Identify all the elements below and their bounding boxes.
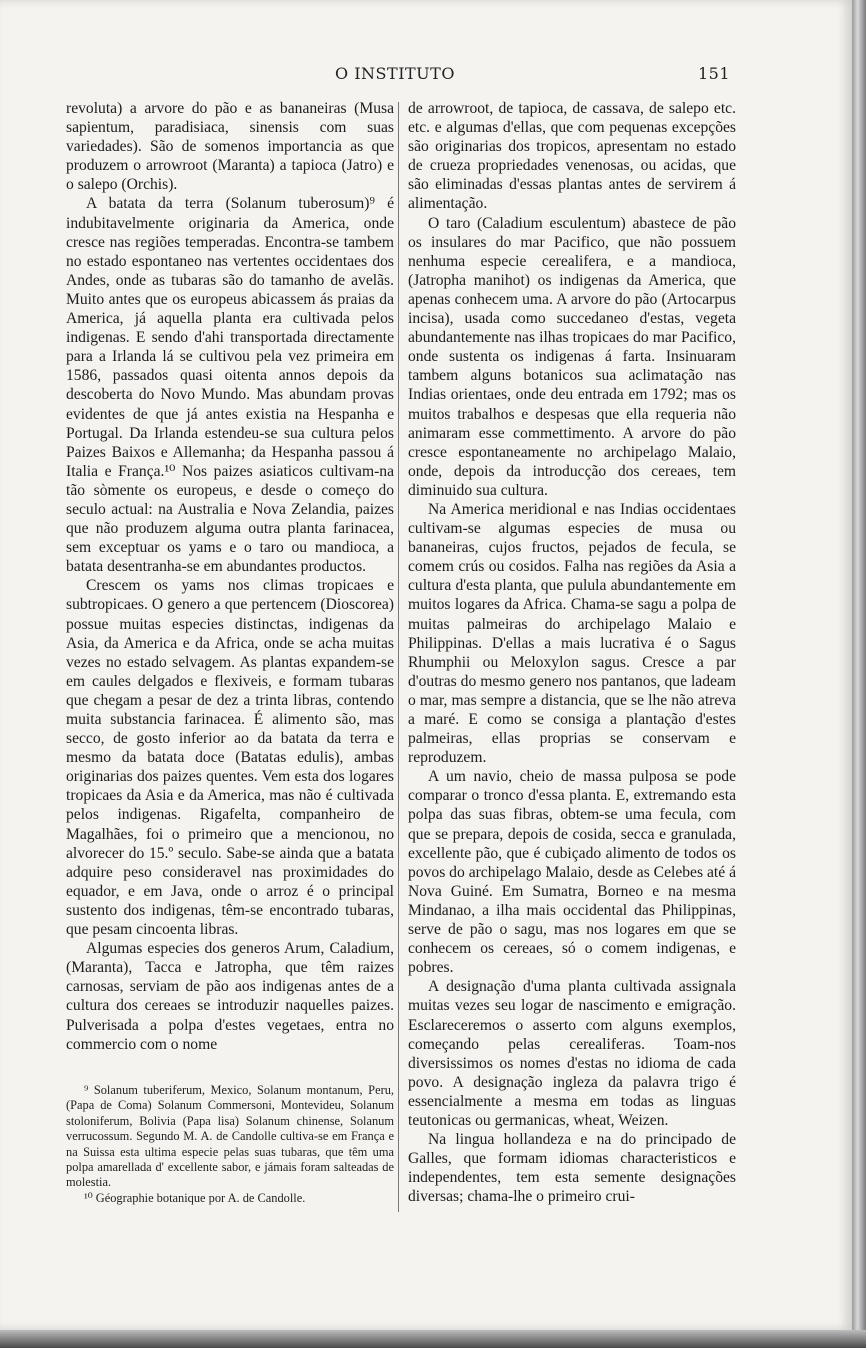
paragraph: O taro (Caladium esculentum) abastece de pão os insulares do mar Pacifico, que não possuem nenhuma especie cerealifera, e a mandioca, (Jatropha manihot) os indigenas da America, que apenas conhecem uma. A arvore do pão (Artocarpus incisa), usada como succedaneo d'estas, vegeta abundantemente nas ilhas tropicaes do mar Pacifico, onde sustenta os indigenas á farta. Insinuaram tambem alguns botanicos sua aclimatação nas Indias orientaes, onde deu entrada em 1792; mas os muitos trabalhos e despesas que ella requeria não animaram esse commettimento. A arvore do pão cresce espontaneamente no archipelago Malaio, onde, depois da introducção dos cereaes, tem diminuido sua cultura. [408,214,736,499]
right-column [408,99,736,1206]
paragraph: A designação d'uma planta cultivada assignala muitas vezes seu logar de nascimento e emigração. Esclareceremos o asserto com alguns exemplos, começando pelas cerealiferas. Toam-nos diversissimos os nomes d'estas no idioma de cada povo. A designação ingleza da palavra trigo é essencialmente a mesma em todas as linguas teutonicas ou germanicas, wheat, Weizen. [408,978,736,1129]
column-divider [398,102,399,1212]
footnote-10: ¹⁰ Géographie botanique por A. de Candolle. [84,1190,306,1205]
paragraph: Algumas especies dos generos Arum, Caladium, (Maranta), Tacca e Jatropha, que têm raizes carnosas, serviam de pão aos indigenas antes de a cultura dos cereaes se introduzir naquelles paizes. Pulverisada a polpa d'estes vegetaes, entra no commercio com o nome [66,940,394,1053]
book-edge [852,0,866,1348]
paragraph: Crescem os yams nos climas tropicaes e subtropicaes. O genero a que pertencem (Dioscorea) possue muitas especies distinctas, indigenas da Asia, da America e da Africa, onde se acha muitas vezes no estado selvagem. As plantas expandem-se em caules delgados e flexiveis, e formam tubaras que chegam a pesar de dez a trinta libras, contendo muita substancia farinacea. É alimento são, mas secco, de gosto inferior ao da batata da terra e mesmo da batata doce (Batatas edulis), ambas originarias dos paizes quentes. Vem esta dos logares tropicaes da Asia e da America, mas não é cultivada pelos indigenas. Rigafelta, companheiro de Magalhães, foi o primeiro que a mencionou, no alvorecer do 15.º seculo. Sabe-se ainda que a batata adquire peso consideravel nas proximidades do equador, e em Java, onde o arroz é o principal sustento dos indigenas, têm-se encontrado tubaras, que pesam cincoenta libras. [66,577,394,939]
paragraph: Na America meridional e nas Indias occidentaes cultivam-se algumas especies de musa ou bananeiras, cujos fructos, pejados de fecula, se comem crús ou cosidos. Falha nas regiões da Asia a cultura d'esta planta, que pulula abundantemente em muitos logares da Africa. Chama-se sagu a polpa de muitas palmeiras do archipelago Malaio e Philippinas. D'ellas a mais lucrativa é o Sagus Rhumphii ou Meloxylon sagus. Cresce a par d'outras do mesmo genero nos pantanos, que ladeam o mar, mas sempre a distancia, que se lhe não atreva a maré. E como se consiga a plantação d'estes palmeiras, ellas proprias se conservam e reproduzem. [408,500,736,767]
footnotes [66,1083,394,1206]
journal-title: O INSTITUTO [335,64,455,83]
page-number: 151 [697,64,730,83]
running-header [62,64,728,86]
paragraph: A um navio, cheio de massa pulposa se pode comparar o tronco d'essa planta. E, extremando esta polpa das suas fibras, obtem-se uma fecula, com que se prepara, depois de cosida, secca e granulada, excellente pão, que é cubiçado alimento de todos os povos do archipelago Malaio, desde as Celebes até á Nova Guiné. Em Sumatra, Borneo e na mesma Mindanao, a ilha mais occidental das Philippinas, serve de pão o sagu, mas nos logares em que se conhecem os cereaes, só o comem indigenas, e pobres. [408,768,736,977]
paragraph: de arrowroot, de tapioca, de cassava, de salepo etc. etc. e algumas d'ellas, que com pequenas excepções são originarias dos tropicos, apresentam no estado de crueza propriedades venenosas, ou acidas, que são eliminadas d'essas plantas antes de servirem á alimentação. [408,100,736,213]
paragraph: A batata da terra (Solanum tuberosum)⁹ é indubitavelmente originaria da America, onde cresce nas regiões temperadas. Encontra-se tambem no estado espontaneo nas vertentes occidentaes dos Andes, onde as tubaras são do tamanho de avelãs. Muito antes que os europeus abicassem ás praias da America, já aquella planta era cultivada pelos indigenas. E sendo d'ahi transportada directamente para a Irlanda lá se cultivou pela vez primeira em 1586, passados quasi oitenta annos depois da descoberta do Novo Mundo. Mas abundam provas evidentes de que já antes existia na Hespanha e Portugal. Da Irlanda estendeu-se sua cultura pelos Paizes Baixos e Allemanha; da Hespanha passou á Italia e França.¹⁰ Nos paizes asiaticos cultivam-na tão sòmente os europeus, e desde o começo do seculo actual: na Australia e Nova Zelandia, paizes que não produzem alguma outra planta farinacea, sem exceptuar os yams e o taro ou mandioca, a batata desentranha-se em abundantes productos. [66,195,394,576]
paragraph: Na lingua hollandeza e na do principado de Galles, que formam idiomas characteristicos e independentes, tem esta semente designações diversas; chama-lhe o primeiro crui- [408,1131,736,1206]
paragraph: revoluta) a arvore do pão e as bananeiras (Musa sapientum, paradisiaca, sinensis com suas variedades). São de somenos importancia as que produzem o arrowroot (Maranta) a tapioca (Jatro) e o salepo (Orchis). [66,100,394,194]
left-column [66,99,394,1054]
scan-bottom-edge [0,1330,866,1348]
footnote-9: ⁹ Solanum tuberiferum, Mexico, Solanum montanum, Peru, (Papa de Coma) Solanum Commersoni, Montevideu, Solanum stoloniferum, Bolivia (Papa lisa) Solanum chinense, Solanum verrucossum. Segundo M. A. de Candolle cultiva-se em França e na Suissa esta ultima especie pelas suas tubaras, que têm uma polpa amarellada d' excellente sabor, e jámais foram salteadas de molestia. [66,1083,394,1190]
